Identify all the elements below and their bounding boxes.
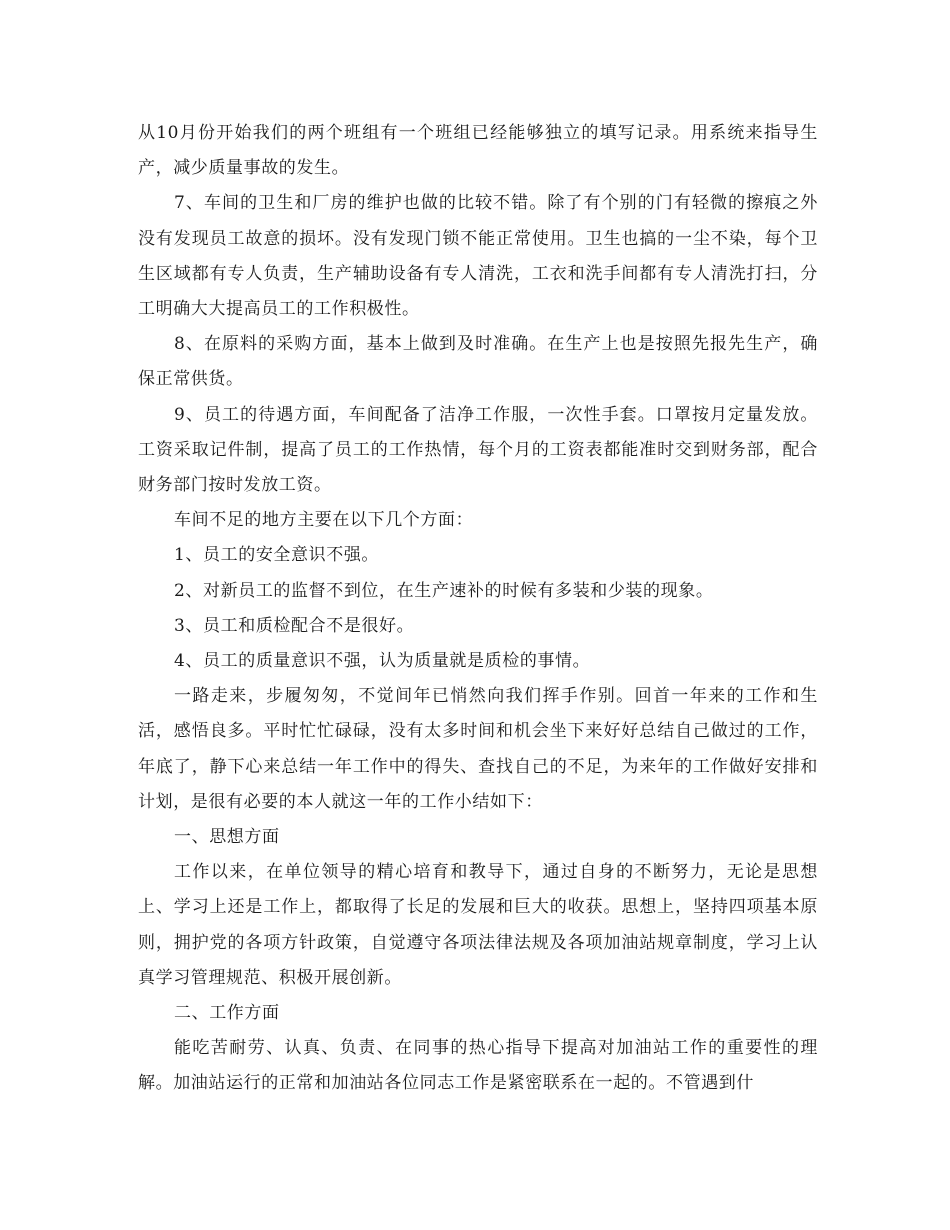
paragraph: 7、车间的卫生和厂房的维护也做的比较不错。除了有个别的门有轻微的擦痕之外没有发现员工故意的损坏。没有发现门锁不能正常使用。卫生也搞的一尘不染，每个卫生区域都有专人负责，生产辅助设备有专人清洗，工衣和洗手间都有专人清洗打扫，分工明确大大提高员工的工作积极性。 — [138, 193, 818, 320]
list-item: 2、对新员工的监督不到位，在生产速补的时候有多装和少装的现象。 — [174, 580, 714, 601]
list-item: 4、员工的质量意识不强，认为质量就是质检的事情。 — [174, 651, 591, 672]
paragraph: 能吃苦耐劳、认真、负责、在同事的热心指导下提高对加油站工作的重要性的理解。加油站运行的正常和加油站各位同志工作是紧密联系在一起的。不管遇到什 — [138, 1038, 818, 1094]
paragraph: 8、在原料的采购方面，基本上做到及时准确。在生产上也是按照先报先生产，确保正常供货。 — [138, 334, 818, 390]
section-heading: 二、工作方面 — [174, 1003, 280, 1024]
section-heading: 一、思想方面 — [174, 827, 280, 848]
paragraph: 从10月份开始我们的两个班组有一个班组已经能够独立的填写记录。用系统来指导生产，减少质量事故的发生。 — [138, 123, 818, 179]
document-body — [138, 116, 818, 1102]
paragraph: 工作以来，在单位领导的精心培育和教导下，通过自身的不断努力，无论是思想上、学习上还是工作上，都取得了长足的发展和巨大的收获。思想上，坚持四项基本原则，拥护党的各项方针政策，自觉遵守各项法律法规及各项加油站规章制度，学习上认真学习管理规范、积极开展创新。 — [138, 862, 818, 988]
paragraph: 车间不足的地方主要在以下几个方面： — [174, 510, 474, 531]
paragraph: 9、员工的待遇方面，车间配备了洁净工作服，一次性手套。口罩按月定量发放。工资采取记件制，提高了员工的工作热情，每个月的工资表都能准时交到财务部，配合财务部门按时发放工资。 — [138, 404, 818, 496]
list-item: 1、员工的安全意识不强。 — [174, 545, 380, 566]
paragraph: 一路走来，步履匆匆，不觉间年已悄然向我们挥手作别。回首一年来的工作和生活，感悟良多。平时忙忙碌碌，没有太多时间和机会坐下来好好总结自己做过的工作，年底了，静下心来总结一年工作中的得失、查找自己的不足，为来年的工作做好安排和计划，是很有必要的本人就这一年的工作小结如下： — [138, 686, 818, 812]
list-item: 3、员工和质检配合不是很好。 — [174, 615, 415, 636]
